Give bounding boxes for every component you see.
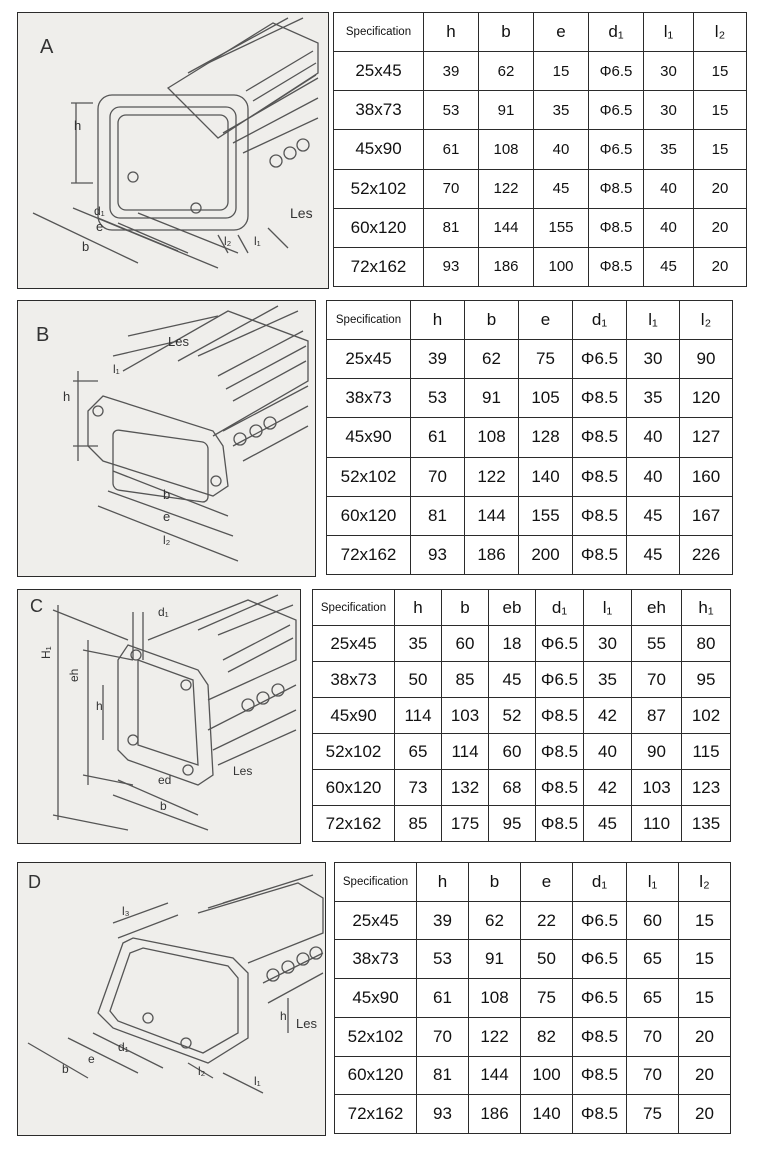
value-cell: 100 [521, 1056, 573, 1095]
value-cell: 110 [632, 806, 682, 842]
value-cell: 20 [694, 169, 747, 208]
value-cell: 144 [479, 208, 534, 247]
value-cell: 114 [442, 734, 489, 770]
header-row [334, 13, 747, 52]
value-cell: Φ8.5 [573, 1095, 627, 1134]
value-cell: 35 [534, 91, 589, 130]
value-cell: 15 [534, 52, 589, 91]
column-header: e [534, 13, 589, 52]
header-row [327, 301, 733, 340]
value-cell: 45 [627, 496, 680, 535]
value-cell: 95 [489, 806, 536, 842]
value-cell: 40 [584, 734, 632, 770]
table-row [313, 770, 731, 806]
column-header: b [479, 13, 534, 52]
value-cell: 40 [534, 130, 589, 169]
spec-cell: 38x73 [334, 91, 424, 130]
value-cell: Φ6.5 [589, 52, 644, 91]
column-header: Specification [334, 13, 424, 52]
value-cell: 226 [680, 535, 733, 574]
value-cell: 123 [682, 770, 731, 806]
value-cell: 30 [644, 52, 694, 91]
value-cell: 62 [469, 901, 521, 940]
table-row [313, 662, 731, 698]
table-row [327, 496, 733, 535]
table-row [334, 91, 747, 130]
column-header: h [395, 590, 442, 626]
value-cell: 91 [469, 940, 521, 979]
value-cell: 114 [395, 698, 442, 734]
drag-chain-drawing-d [18, 863, 325, 1135]
value-cell: 108 [479, 130, 534, 169]
value-cell: 70 [627, 1017, 679, 1056]
spec-cell: 38x73 [327, 379, 411, 418]
value-cell: 85 [395, 806, 442, 842]
value-cell: 40 [627, 457, 680, 496]
value-cell: 50 [521, 940, 573, 979]
value-cell: 65 [627, 979, 679, 1018]
value-cell: 53 [417, 940, 469, 979]
value-cell: 82 [521, 1017, 573, 1056]
table-row [327, 379, 733, 418]
value-cell: 42 [584, 698, 632, 734]
column-header: e [521, 863, 573, 902]
table-row [335, 1056, 731, 1095]
dim-b: b [160, 799, 167, 813]
value-cell: 103 [442, 698, 489, 734]
value-cell: 175 [442, 806, 489, 842]
value-cell: 140 [521, 1095, 573, 1134]
value-cell: 140 [519, 457, 573, 496]
value-cell: 40 [644, 208, 694, 247]
value-cell: 53 [411, 379, 465, 418]
spec-cell: 25x45 [334, 52, 424, 91]
column-header: l₁ [644, 13, 694, 52]
value-cell: 70 [627, 1056, 679, 1095]
table-row [313, 806, 731, 842]
value-cell: 45 [627, 535, 680, 574]
spec-cell: 60x120 [335, 1056, 417, 1095]
dim-h: h [63, 389, 71, 404]
table-row [313, 698, 731, 734]
value-cell: 15 [679, 979, 731, 1018]
value-cell: 108 [465, 418, 519, 457]
column-header: Specification [313, 590, 395, 626]
value-cell: 22 [521, 901, 573, 940]
value-cell: 81 [424, 208, 479, 247]
value-cell: 70 [411, 457, 465, 496]
value-cell: 61 [417, 979, 469, 1018]
table-row [327, 457, 733, 496]
value-cell: 30 [584, 626, 632, 662]
dim-d1: d₁ [158, 605, 169, 619]
value-cell: 73 [395, 770, 442, 806]
value-cell: Φ6.5 [536, 662, 584, 698]
drag-chain-drawing-c [18, 590, 300, 843]
spec-cell: 72x162 [334, 247, 424, 286]
value-cell: 65 [627, 940, 679, 979]
column-header: b [469, 863, 521, 902]
value-cell: 115 [682, 734, 731, 770]
value-cell: 93 [424, 247, 479, 286]
value-cell: 122 [479, 169, 534, 208]
dim-l1: l₁ [254, 234, 261, 248]
value-cell: 45 [584, 806, 632, 842]
dim-eh: eh [67, 668, 81, 682]
value-cell: 18 [489, 626, 536, 662]
value-cell: 40 [627, 418, 680, 457]
diagram-a [17, 12, 329, 289]
value-cell: 35 [395, 626, 442, 662]
dim-l2: l₂ [198, 1064, 206, 1078]
value-cell: 91 [479, 91, 534, 130]
dim-les: Les [233, 764, 253, 778]
column-header: e [519, 301, 573, 340]
table-row [334, 52, 747, 91]
value-cell: 127 [680, 418, 733, 457]
value-cell: 20 [694, 247, 747, 286]
table-row [335, 1017, 731, 1056]
value-cell: Φ8.5 [573, 418, 627, 457]
value-cell: 70 [424, 169, 479, 208]
value-cell: 35 [627, 379, 680, 418]
dim-d1: d₁ [94, 204, 105, 218]
spec-cell: 38x73 [313, 662, 395, 698]
value-cell: 15 [694, 130, 747, 169]
value-cell: 62 [479, 52, 534, 91]
value-cell: 155 [534, 208, 589, 247]
dim-h1: H₁ [39, 646, 53, 659]
column-header: d₁ [573, 863, 627, 902]
value-cell: 61 [411, 418, 465, 457]
spec-cell: 38x73 [335, 940, 417, 979]
value-cell: 50 [395, 662, 442, 698]
value-cell: 62 [465, 340, 519, 379]
value-cell: Φ8.5 [573, 379, 627, 418]
value-cell: 120 [680, 379, 733, 418]
value-cell: 75 [521, 979, 573, 1018]
spec-cell: 60x120 [313, 770, 395, 806]
dim-les: Les [168, 334, 189, 349]
dim-b: b [163, 487, 171, 502]
diagram-d [17, 862, 326, 1136]
dim-d1: d₁ [118, 1040, 129, 1054]
spec-cell: 60x120 [334, 208, 424, 247]
value-cell: 70 [417, 1017, 469, 1056]
table-row [334, 169, 747, 208]
value-cell: 200 [519, 535, 573, 574]
value-cell: 122 [465, 457, 519, 496]
column-header: l₂ [679, 863, 731, 902]
drag-chain-drawing-b [18, 301, 315, 576]
column-header: l₁ [627, 301, 680, 340]
value-cell: 15 [679, 940, 731, 979]
column-header: d₁ [536, 590, 584, 626]
value-cell: 90 [680, 340, 733, 379]
table-row [334, 208, 747, 247]
spec-cell: 72x162 [313, 806, 395, 842]
value-cell: 39 [411, 340, 465, 379]
value-cell: 20 [694, 208, 747, 247]
value-cell: 65 [395, 734, 442, 770]
dim-h: h [280, 1009, 287, 1023]
value-cell: Φ8.5 [573, 1017, 627, 1056]
table-row [327, 418, 733, 457]
column-header: h [411, 301, 465, 340]
value-cell: Φ8.5 [536, 806, 584, 842]
column-header: d₁ [573, 301, 627, 340]
value-cell: 122 [469, 1017, 521, 1056]
column-header: l₂ [680, 301, 733, 340]
value-cell: Φ8.5 [589, 208, 644, 247]
value-cell: Φ8.5 [589, 169, 644, 208]
value-cell: 108 [469, 979, 521, 1018]
value-cell: 35 [584, 662, 632, 698]
value-cell: 75 [627, 1095, 679, 1134]
value-cell: 15 [694, 52, 747, 91]
table-row [335, 979, 731, 1018]
dim-b: b [62, 1062, 69, 1076]
spec-table-c [312, 589, 731, 842]
value-cell: 95 [682, 662, 731, 698]
spec-cell: 60x120 [327, 496, 411, 535]
dim-h: h [74, 118, 82, 133]
value-cell: Φ8.5 [573, 457, 627, 496]
column-header: eb [489, 590, 536, 626]
value-cell: 105 [519, 379, 573, 418]
value-cell: 167 [680, 496, 733, 535]
value-cell: 186 [469, 1095, 521, 1134]
column-header: h [417, 863, 469, 902]
value-cell: 39 [417, 901, 469, 940]
spec-cell: 45x90 [334, 130, 424, 169]
table-row [313, 626, 731, 662]
value-cell: 20 [679, 1017, 731, 1056]
value-cell: 132 [442, 770, 489, 806]
column-header: Specification [327, 301, 411, 340]
value-cell: Φ6.5 [573, 979, 627, 1018]
value-cell: Φ6.5 [589, 130, 644, 169]
value-cell: 155 [519, 496, 573, 535]
column-header: h [424, 13, 479, 52]
value-cell: Φ8.5 [573, 496, 627, 535]
dim-e: e [96, 219, 104, 234]
value-cell: 42 [584, 770, 632, 806]
value-cell: 68 [489, 770, 536, 806]
section-label: A [40, 36, 54, 58]
spec-cell: 45x90 [327, 418, 411, 457]
column-header: h₁ [682, 590, 731, 626]
value-cell: 40 [644, 169, 694, 208]
value-cell: 186 [465, 535, 519, 574]
column-header: Specification [335, 863, 417, 902]
column-header: b [442, 590, 489, 626]
value-cell: 87 [632, 698, 682, 734]
table-row [327, 340, 733, 379]
diagram-b [17, 300, 316, 577]
section-label: D [28, 872, 41, 892]
value-cell: 90 [632, 734, 682, 770]
section-label: B [36, 324, 50, 346]
value-cell: 128 [519, 418, 573, 457]
value-cell: 39 [424, 52, 479, 91]
value-cell: 15 [679, 901, 731, 940]
column-header: l₁ [627, 863, 679, 902]
value-cell: 81 [411, 496, 465, 535]
value-cell: 60 [489, 734, 536, 770]
value-cell: 52 [489, 698, 536, 734]
value-cell: 102 [682, 698, 731, 734]
value-cell: 75 [519, 340, 573, 379]
value-cell: 20 [679, 1095, 731, 1134]
spec-cell: 52x102 [334, 169, 424, 208]
value-cell: 30 [627, 340, 680, 379]
table-row [327, 535, 733, 574]
value-cell: 103 [632, 770, 682, 806]
value-cell: 85 [442, 662, 489, 698]
value-cell: 144 [465, 496, 519, 535]
value-cell: Φ8.5 [536, 698, 584, 734]
value-cell: Φ6.5 [589, 91, 644, 130]
spec-cell: 52x102 [313, 734, 395, 770]
value-cell: Φ6.5 [573, 940, 627, 979]
value-cell: Φ8.5 [536, 734, 584, 770]
spec-cell: 25x45 [327, 340, 411, 379]
value-cell: 45 [489, 662, 536, 698]
dim-h: h [96, 699, 103, 713]
column-header: eh [632, 590, 682, 626]
dim-e: e [163, 509, 171, 524]
value-cell: Φ6.5 [573, 901, 627, 940]
dim-l1: l₁ [113, 362, 120, 376]
spec-table-b [326, 300, 733, 575]
value-cell: Φ8.5 [589, 247, 644, 286]
table-row [335, 901, 731, 940]
spec-cell: 25x45 [335, 901, 417, 940]
spec-cell: 52x102 [327, 457, 411, 496]
column-header: l₂ [694, 13, 747, 52]
value-cell: 45 [534, 169, 589, 208]
value-cell: Φ8.5 [573, 1056, 627, 1095]
value-cell: 61 [424, 130, 479, 169]
value-cell: Φ8.5 [536, 770, 584, 806]
value-cell: 20 [679, 1056, 731, 1095]
section-label: C [30, 596, 43, 616]
spec-cell: 72x162 [327, 535, 411, 574]
value-cell: 80 [682, 626, 731, 662]
header-row [313, 590, 731, 626]
value-cell: Φ6.5 [573, 340, 627, 379]
dim-les: Les [296, 1016, 317, 1031]
column-header: l₁ [584, 590, 632, 626]
spec-table-a [333, 12, 747, 287]
header-row [335, 863, 731, 902]
value-cell: 45 [644, 247, 694, 286]
spec-cell: 25x45 [313, 626, 395, 662]
value-cell: 186 [479, 247, 534, 286]
table-row [335, 1095, 731, 1134]
value-cell: 100 [534, 247, 589, 286]
spec-cell: 52x102 [335, 1017, 417, 1056]
value-cell: 15 [694, 91, 747, 130]
value-cell: Φ6.5 [536, 626, 584, 662]
table-row [334, 130, 747, 169]
dim-l2: l₂ [224, 234, 232, 248]
value-cell: 60 [627, 901, 679, 940]
column-header: b [465, 301, 519, 340]
value-cell: 93 [411, 535, 465, 574]
value-cell: 93 [417, 1095, 469, 1134]
dim-l1: l₁ [254, 1074, 261, 1088]
value-cell: 135 [682, 806, 731, 842]
value-cell: 70 [632, 662, 682, 698]
dim-les: Les [290, 205, 313, 221]
drag-chain-drawing-a [18, 13, 328, 288]
value-cell: 91 [465, 379, 519, 418]
dim-ed: ed [158, 773, 172, 787]
value-cell: 53 [424, 91, 479, 130]
column-header: d₁ [589, 13, 644, 52]
value-cell: 35 [644, 130, 694, 169]
value-cell: 160 [680, 457, 733, 496]
spec-cell: 45x90 [313, 698, 395, 734]
value-cell: 81 [417, 1056, 469, 1095]
value-cell: 60 [442, 626, 489, 662]
diagram-c [17, 589, 301, 844]
table-row [313, 734, 731, 770]
dim-b: b [82, 239, 90, 254]
spec-cell: 72x162 [335, 1095, 417, 1134]
table-row [335, 940, 731, 979]
dim-l2: l₂ [163, 533, 171, 547]
dim-l3: l₃ [122, 904, 130, 918]
value-cell: 144 [469, 1056, 521, 1095]
value-cell: 55 [632, 626, 682, 662]
value-cell: 30 [644, 91, 694, 130]
spec-table-d [334, 862, 731, 1134]
table-row [334, 247, 747, 286]
value-cell: Φ8.5 [573, 535, 627, 574]
dim-e: e [88, 1052, 95, 1066]
spec-cell: 45x90 [335, 979, 417, 1018]
